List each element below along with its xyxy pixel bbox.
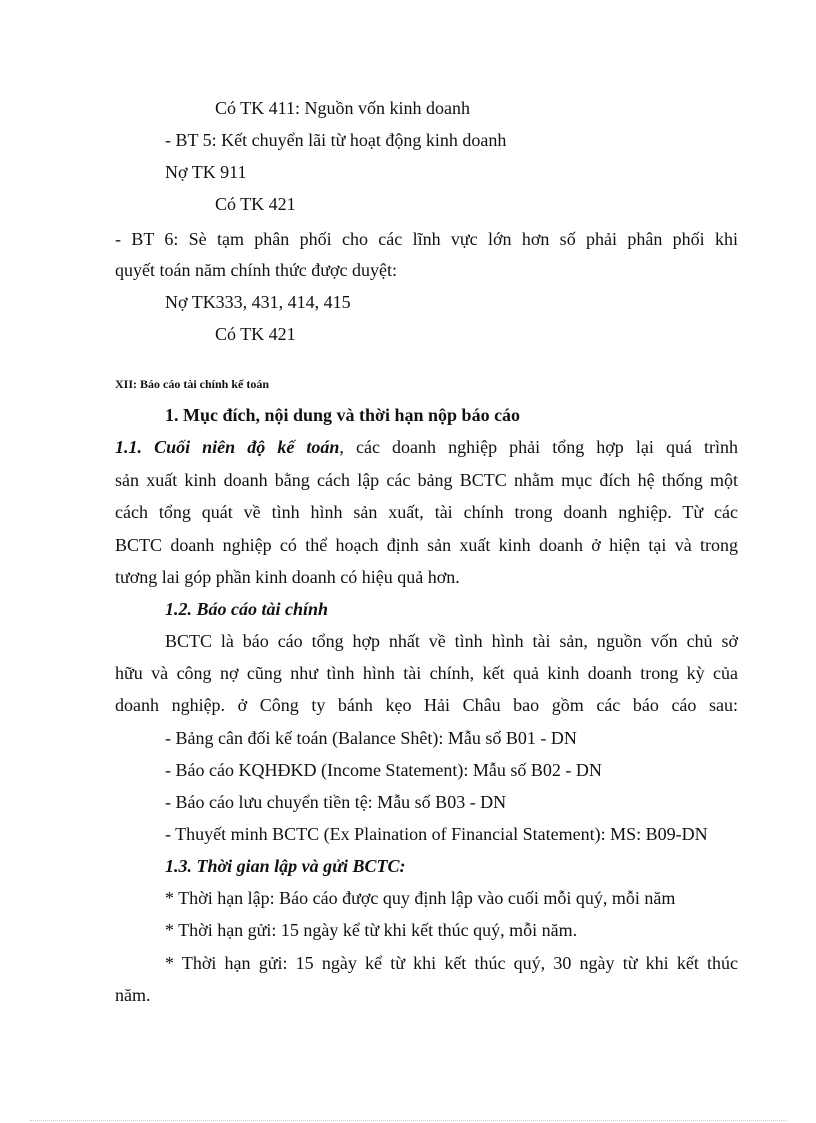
section-heading: XII: Báo cáo tài chính kế toán <box>115 377 270 391</box>
paragraph-2-line-2: hữu và công nợ cũng như tình hình tài chính, kết quả kinh doanh trong kỳ của <box>115 663 738 683</box>
heading-1: 1. Mục đích, nội dung và thời hạn nộp báo cáo <box>165 405 521 425</box>
paragraph-1-line-2: sản xuất kinh doanh bằng cách lập các bảng BCTC nhằm mục đích hệ thống một <box>115 470 738 490</box>
report-item-b01: - Bảng cân đối kế toán (Balance Shêt): Mẫu số B01 - DN <box>165 728 577 748</box>
paragraph-2-line-1: BCTC là báo cáo tổng hợp nhất về tình hình tài sản, nguồn vốn chủ sở <box>165 631 738 651</box>
schedule-line-3: * Thời hạn gửi: 15 ngày kể từ khi kết thúc quý, 30 ngày từ khi kết thúc <box>165 953 738 973</box>
paragraph-1-emphasis: 1.1. Cuối niên độ kế toán <box>115 437 340 457</box>
footer-divider <box>30 1120 786 1121</box>
paragraph-2-line-3: doanh nghiệp. ở Công ty bánh kẹo Hải Châu bao gồm các báo cáo sau: <box>115 695 738 715</box>
schedule-line-2: * Thời hạn gửi: 15 ngày kể từ khi kết thúc quý, mỗi năm. <box>165 920 578 940</box>
entry-credit-411: Có TK 411: Nguồn vốn kinh doanh <box>215 98 470 118</box>
entry-debit-911: Nợ TK 911 <box>165 162 247 182</box>
entry-bt6-cont: quyết toán năm chính thức được duyệt: <box>115 260 397 280</box>
heading-1-3: 1.3. Thời gian lập và gửi BCTC: <box>165 856 406 876</box>
report-item-b02: - Báo cáo KQHĐKD (Income Statement): Mẫu số B02 - DN <box>165 760 602 780</box>
report-item-b03: - Báo cáo lưu chuyển tiền tệ: Mẫu số B03 - DN <box>165 792 507 812</box>
paragraph-1-line-4: BCTC doanh nghiệp có thể hoạch định sản xuất kinh doanh ở hiện tại và trong <box>115 535 738 555</box>
entry-credit-421-b: Có TK 421 <box>215 324 296 344</box>
entry-bt5: - BT 5: Kết chuyển lãi từ hoạt động kinh doanh <box>165 130 507 150</box>
paragraph-1-line-3: cách tổng quát về tình hình sản xuất, tài chính trong doanh nghiệp. Từ các <box>115 502 738 522</box>
paragraph-1-line-5: tương lai góp phần kinh doanh có hiệu quả hơn. <box>115 567 460 587</box>
report-item-b09: - Thuyết minh BCTC (Ex Plaination of Financial Statement): MS: B09-DN <box>165 824 708 844</box>
schedule-line-1: * Thời hạn lập: Báo cáo được quy định lập vào cuối mỗi quý, mỗi năm <box>165 888 676 908</box>
schedule-line-3-cont: năm. <box>115 985 151 1005</box>
paragraph-1-line-1 <box>115 435 738 459</box>
entry-credit-421: Có TK 421 <box>215 194 296 214</box>
paragraph-1-rest: , các doanh nghiệp phải tổng hợp lại quá trình <box>339 437 739 457</box>
entry-bt6: - BT 6: Sè tạm phân phối cho các lĩnh vực lớn hơn số phải phân phối khi <box>115 229 738 249</box>
heading-1-2: 1.2. Báo cáo tài chính <box>165 599 329 619</box>
entry-debit-333: Nợ TK333, 431, 414, 415 <box>165 292 351 312</box>
